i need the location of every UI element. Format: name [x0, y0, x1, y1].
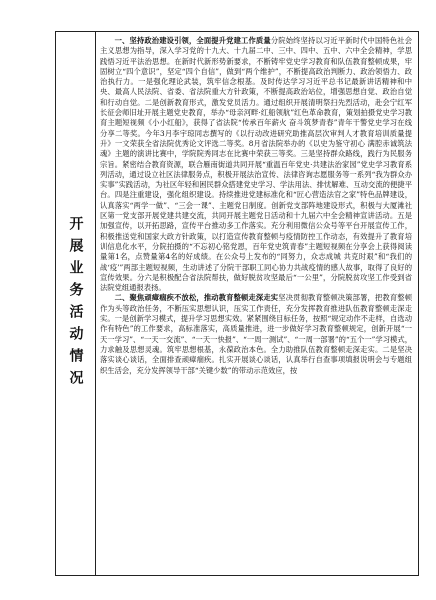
- report-table: [55, 31, 419, 576]
- section-1-heading: 一、坚持政治建设引领，全面提升党建工作质量: [114, 36, 271, 45]
- side-label: 开展业务活动情况: [67, 215, 84, 392]
- side-label-cell: [56, 32, 96, 575]
- content-cell: [100, 36, 412, 569]
- section-2-paragraph: [100, 293, 412, 375]
- section-1-body: 分院始终坚持以习近平新时代中国特色社会主义思想为指导，深入学习党的十九大、十九届二中、三中、四中、五中、六中全会精神，学思践悟习近平法治思想。在新时代新形势新要求，不断铸牢党史学习教育和队伍教育整顿成果，牢固树立“四个意识”，坚定“四个自信”，做到“两个维护”，不断提高政治判断力、政治领悟力、政治执行力。一是强化理论武装，筑牢信念根基。及时传达学习习近平总书记最新讲话精神和中央、最高人民法院、省委、省法院重大方针政策，不断提高政治站位，增强思想自觉、政治自觉和行动自觉。二是创新教育形式，激发党员活力。通过组织开展清明祭扫先烈活动，赴会宁红军长征会师旧址开展主题党史教育，举办“母亲河畔·红船领航”红色革命教育，策划拍摄党史学习教育主题短视频《小小红船》，获得了省法院“传承百年薪火 奋斗筑梦青春”青年干警党史学习在线分享二等奖。今年3月李宇琼同志撰写的《以行动改进研究助推高层次审判人才教育培训质量提升》一文荣获全省法院优秀论文评选二等奖。8月省法院举办的《以史为鉴守初心 满腔赤诚筑法魂》主题的演讲比赛中，学院院秀同志在比赛中荣获三等奖。三是坚持群众路线，践行为民服务宗旨。紧密结合教育资源，联合雁南街道共同开展“重温百年党史·共建法治家园”党史学习教育系列活动，通过设立社区法律服务点，积极开展法治宣传、法律咨询志愿服务等一系列“我为群众办实事”实践活动，为社区年轻和困民群众搭建党史学习、学法用法、排忧解难、互动交流的便捷平台。四是注重建设，强化组织建设。持续推进党建标准化和“匠心营造法官之家”特色品牌建设，认真落实“两学一做”、“三会一课”、主题党日制度。创新党支部阵地建设形式，积极与大厦滩社区第一党支部开展党建共建交流，共同开展主题党日活动和十九届六中全会精神宣讲活动。五是加强宣传，以开拓思路，宣传平台推动多工作落实。充分利用微信公众号等平台开展宣传工作，积极推送党和国家大政方针政策，以打造宣传教育整顿与疫情防控工作动态，有效提升了教育培训信息化水平，分院拍摄的“不忘初心铭党恩，百年党史筑青春”主题短视频在分享会上获得阅读量第1名，点赞量第4名的好成绩。在公众号上发布的“同努力，众志成城 共克时艰”和“我们的战‘疫’”两部主题短视频，生动讲述了分院干部职工同心协力共战疫情的感人故事，取得了良好的宣传效果。分六是积极配合省法院帮扶，做好脱贫攻坚最后“一公里”，分院脱贫攻坚工作受到省法院党组通报表扬。: [100, 36, 412, 293]
- section-1-paragraph: [100, 36, 412, 293]
- section-2-heading: 二、聚焦顽瘴痼疾不放松，推动教育整顿走深走实: [114, 293, 279, 303]
- section-2-body: 坚决贯彻教育整顿决策部署，把教育整顿作为头等政治任务，不断压实思想认识，压实工作责任，充分发挥教育推进队伍教育整顿走深走实。一是创新学习模式，提升学习思想实效。紧紧围绕目标任务，按照“规定动作不走样，自选动作有特色”的工作要求，高标准落实，高质量推进，进一步做好学习教育整顿规定，创新开展“一天一学习”、“一天一交流”、“一天一快报”、“一周一测试”、“一周一部署”的“五个一”学习模式，力求触及思想灵魂。筑牢思想根基，永葆政治本色。全力助推队伍教育整顿走深走实。二是坚决落实谈心谈话，全面排查顽瘴痼疾。扎实开展谈心谈话，认真举行自查事项填报说明会与专题组织生活会，充分发挥领导干部“关键少数”的带动示范效应，按: [100, 293, 412, 375]
